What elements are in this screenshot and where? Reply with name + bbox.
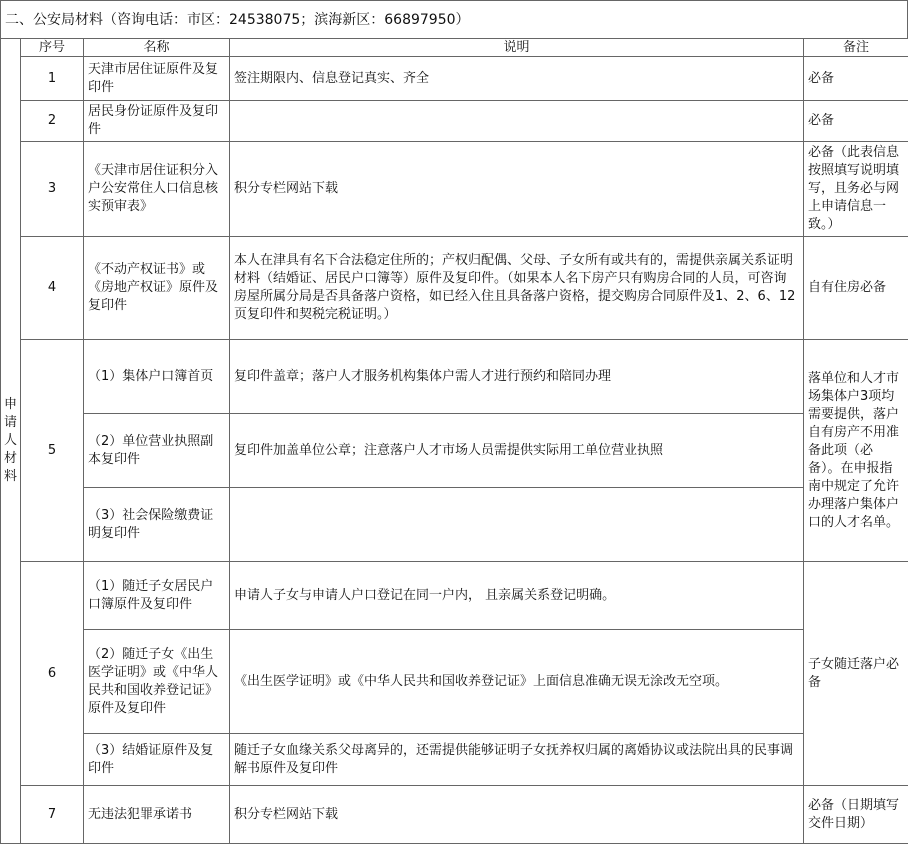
- row-no: 1: [21, 57, 84, 101]
- row-name: （2）单位营业执照副本复印件: [84, 414, 230, 488]
- row-desc: 随迁子女血缘关系父母离异的，还需提供能够证明子女抚养权归属的离婚协议或法院出具的民事调解书原件及复印件: [230, 734, 804, 786]
- materials-table: [0, 38, 908, 844]
- side-label-cell: [1, 39, 21, 844]
- table-header-row: [1, 39, 908, 57]
- row-note: 子女随迁落户必备: [804, 562, 908, 786]
- row-name: 天津市居住证原件及复印件: [84, 57, 230, 101]
- row-desc: 积分专栏网站下载: [230, 142, 804, 237]
- row-name: 居民身份证原件及复印件: [84, 101, 230, 142]
- row-desc: 签注期限内、信息登记真实、齐全: [230, 57, 804, 101]
- row-no: 7: [21, 786, 84, 844]
- row-desc: [230, 488, 804, 562]
- table-row: [1, 630, 908, 734]
- row-desc: 本人在津具有名下合法稳定住所的；产权归配偶、父母、子女所有或共有的，需提供亲属关系证明材料（结婚证、居民户口簿等）原件及复印件。（如果本人名下房产只有购房合同的人员，可咨询房屋所属分局是否具备落户资格，如已经入住且具备落户资格，提交购房合同原件及1、2、6、12页复印件和契税完税证明。）: [230, 237, 804, 340]
- table-row: [1, 562, 908, 630]
- table-row: [1, 786, 908, 844]
- row-name: （1）随迁子女居民户口簿原件及复印件: [84, 562, 230, 630]
- row-desc: 《出生医学证明》或《中华人民共和国收养登记证》上面信息准确无误无涂改无空项。: [230, 630, 804, 734]
- row-note: 必备（日期填写交件日期）: [804, 786, 908, 844]
- header-no: 序号: [21, 39, 84, 57]
- table-row: [1, 101, 908, 142]
- table-row: [1, 340, 908, 414]
- section-title: 二、公安局材料（咨询电话：市区：24538075；滨海新区：66897950）: [0, 0, 908, 38]
- row-desc: [230, 101, 804, 142]
- row-no: 6: [21, 562, 84, 786]
- table-row: [1, 488, 908, 562]
- row-name: （1）集体户口簿首页: [84, 340, 230, 414]
- row-desc: 申请人子女与申请人户口登记在同一户内， 且亲属关系登记明确。: [230, 562, 804, 630]
- row-name: （2）随迁子女《出生医学证明》或《中华人民共和国收养登记证》原件及复印件: [84, 630, 230, 734]
- row-name: 《不动产权证书》或《房地产权证》原件及复印件: [84, 237, 230, 340]
- row-note: 必备（此表信息按照填写说明填写，且务必与网上申请信息一致。）: [804, 142, 908, 237]
- table-row: [1, 142, 908, 237]
- row-name: 无违法犯罪承诺书: [84, 786, 230, 844]
- row-note: 落单位和人才市场集体户3项均需要提供，落户自有房产不用准备此项（必备）。在申报指南中规定了允许办理落户集体户口的人才名单。: [804, 340, 908, 562]
- row-note: 自有住房必备: [804, 237, 908, 340]
- row-name: 《天津市居住证积分入户公安常住人口信息核实预审表》: [84, 142, 230, 237]
- row-name: （3）社会保险缴费证明复印件: [84, 488, 230, 562]
- row-note: 必备: [804, 101, 908, 142]
- row-name: （3）结婚证原件及复印件: [84, 734, 230, 786]
- table-row: [1, 414, 908, 488]
- row-no: 2: [21, 101, 84, 142]
- row-desc: 积分专栏网站下载: [230, 786, 804, 844]
- header-desc: 说明: [230, 39, 804, 57]
- header-name: 名称: [84, 39, 230, 57]
- row-desc: 复印件盖章；落户人才服务机构集体户需人才进行预约和陪同办理: [230, 340, 804, 414]
- row-desc: 复印件加盖单位公章；注意落户人才市场人员需提供实际用工单位营业执照: [230, 414, 804, 488]
- row-no: 4: [21, 237, 84, 340]
- table-row: [1, 57, 908, 101]
- header-note: 备注: [804, 39, 908, 57]
- side-label: 申请人材料: [3, 397, 17, 484]
- row-no: 3: [21, 142, 84, 237]
- table-row: [1, 734, 908, 786]
- table-row: [1, 237, 908, 340]
- row-no: 5: [21, 340, 84, 562]
- row-note: 必备: [804, 57, 908, 101]
